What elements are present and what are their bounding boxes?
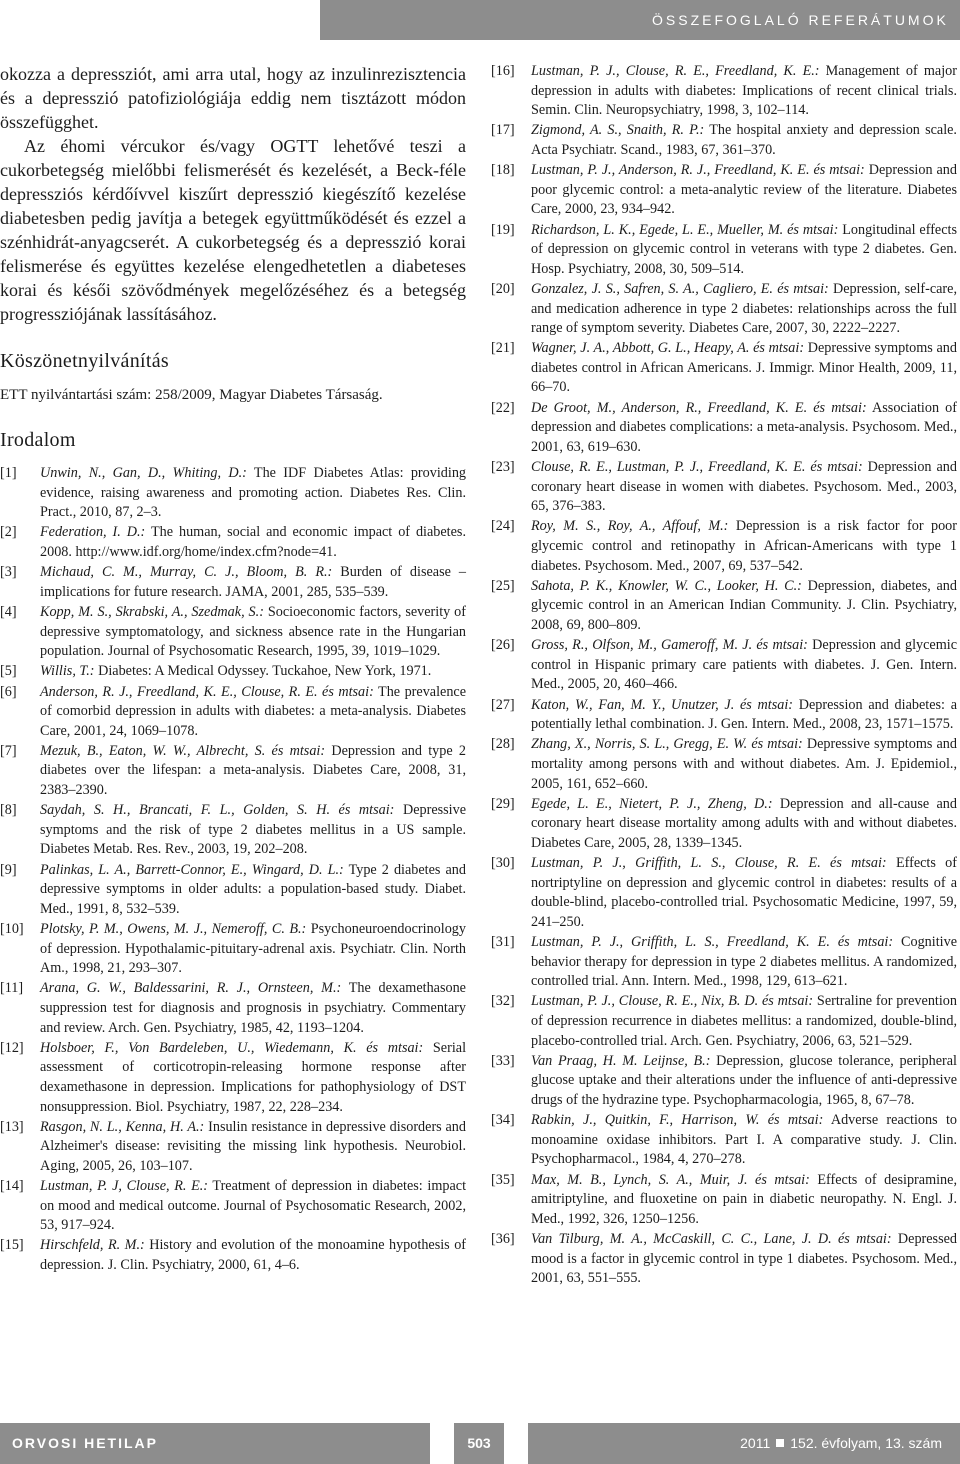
reference-number: [11] <box>0 980 24 997</box>
reference-item <box>0 1236 466 1275</box>
reference-number: [34] <box>491 1112 515 1129</box>
reference-item <box>0 1118 466 1177</box>
reference-number: [15] <box>0 1237 24 1254</box>
reference-text: Association of depression and diabetes complications: a meta-analysis. Psychosom. Med., 2001, 63, 619–630. <box>531 399 957 455</box>
reference-number: [31] <box>491 934 515 951</box>
reference-text: The prevalence of comorbid depression in adults with diabetes: a meta-analysis. Diabetes Care, 2001, 24, 1069–1078. <box>40 683 467 739</box>
reference-authors: Roy, M. S., Roy, A., Affouf, M.: <box>531 518 729 535</box>
journal-name: ORVOSI HETILAP <box>0 1423 430 1464</box>
reference-item <box>0 801 466 860</box>
reference-item <box>491 1230 957 1289</box>
reference-authors: Lustman, P. J., Clouse, R. E., Nix, B. D. és mtsai: <box>531 993 814 1010</box>
reference-authors: Zhang, X., Norris, S. L., Gregg, E. W. és mtsai: <box>531 736 803 753</box>
reference-item <box>491 161 957 220</box>
reference-number: [14] <box>0 1178 24 1195</box>
page-number: 503 <box>454 1423 504 1464</box>
reference-item <box>0 920 466 979</box>
reference-text: Depression, glucose tolerance, peripheral glucose uptake and their alterations under the influence of anti-depressive drugs of the hydrazine type. Psychopharmacologia, 1965, 8, 67–78. <box>531 1052 957 1108</box>
reference-authors: Federation, I. D.: <box>40 524 146 541</box>
reference-number: [20] <box>491 280 515 297</box>
reference-authors: Rabkin, J., Quitkin, F., Harrison, W. és mtsai: <box>531 1112 824 1129</box>
reference-number: [26] <box>491 637 515 654</box>
reference-text: Depression is a risk factor for poor glycemic control and retinopathy in African-Americans with type 1 diabetes. Psychosom. Med., 2007, 69, 537–542. <box>531 518 957 574</box>
reference-number: [7] <box>0 742 17 759</box>
reference-item <box>0 523 466 562</box>
reference-number: [33] <box>491 1052 515 1069</box>
reference-item <box>491 696 957 735</box>
reference-item <box>491 577 957 636</box>
reference-authors: Kopp, M. S., Skrabski, A., Szedmak, S.: <box>40 603 264 620</box>
reference-authors: Gross, R., Olfson, M., Gameroff, M. J. és mtsai: <box>531 637 808 654</box>
reference-item <box>491 62 957 121</box>
reference-number: [32] <box>491 993 515 1010</box>
reference-item <box>491 517 957 576</box>
reference-number: [35] <box>491 1171 515 1188</box>
reference-text: Socioeconomic factors, severity of depressive symptomatology, and sickness absence rate in the Hungarian population. Journal of Psychosomatic Research, 1995, 39, 1019–1029. <box>40 603 467 660</box>
reference-text: Insulin resistance in depressive disorders and Alzheimer's disease: revisiting the missing link hypothesis. Neurobiol. Aging, 2005, 26, 103–107. <box>40 1118 466 1174</box>
right-column <box>491 62 957 1289</box>
reference-text: Diabetes: A Medical Odyssey. Tuckahoe, New York, 1971. <box>94 663 432 680</box>
body-text <box>0 62 466 326</box>
section-label: ÖSSZEFOGLALÓ REFERÁTUMOK <box>320 0 960 40</box>
reference-item <box>491 121 957 160</box>
reference-item <box>491 992 957 1051</box>
reference-item <box>491 854 957 932</box>
reference-text: Depression and poor glycemic control: a meta-analytic review of the literature. Diabetes Care, 2000, 23, 934–942. <box>531 162 957 218</box>
reference-number: [30] <box>491 855 515 872</box>
volume-issue: 152. évfolyam, 13. szám <box>790 1435 942 1451</box>
reference-number: [29] <box>491 795 515 812</box>
reference-text: Depressive symptoms and diabetes control in African Americans. J. Immigr. Minor Health, 2009, 11, 66–70. <box>531 340 957 396</box>
reference-item <box>491 1111 957 1170</box>
reference-authors: Lustman, P. J., Griffith, L. S., Clouse, R. E. és mtsai: <box>531 855 887 872</box>
reference-item <box>491 399 957 458</box>
reference-number: [22] <box>491 399 515 416</box>
reference-text: Psychoneuroendocrinology of depression. Hypothalamic-pituitary-adrenal axis. Psychiatr. Clin. North Am., 1998, 21, 293–307. <box>40 921 466 977</box>
reference-item <box>0 979 466 1038</box>
reference-number: [4] <box>0 603 17 620</box>
reference-authors: Palinkas, L. A., Barrett-Connor, E., Wingard, D. L.: <box>40 861 344 878</box>
reference-item <box>0 1039 466 1117</box>
reference-text: The dexamethasone suppression test for diagnosis and prognosis in psychiatry. Commentary and review. Arch. Gen. Psychiatry, 1985, 42, 1193–1204. <box>40 980 466 1036</box>
reference-authors: Clouse, R. E., Lustman, P. J., Freedland, K. E. és mtsai: <box>531 459 863 476</box>
reference-authors: Anderson, R. J., Freedland, K. E., Clouse, R. E. és mtsai: <box>40 683 374 700</box>
reference-number: [28] <box>491 736 515 753</box>
left-column <box>0 62 466 1276</box>
reference-number: [27] <box>491 696 515 713</box>
reference-text: Depression and coronary heart disease in women with diabetes. Psychosom. Med., 2003, 65, 376–383. <box>531 459 957 515</box>
reference-authors: Richardson, L. K., Egede, L. E., Mueller, M. és mtsai: <box>531 221 839 238</box>
square-bullet-icon <box>776 1439 784 1447</box>
reference-authors: Lustman, P. J., Griffith, L. S., Freedland, K. E. és mtsai: <box>531 934 894 951</box>
reference-number: [6] <box>0 683 17 700</box>
reference-text: Serial assessment of corticotropin-releasing hormone response after dexamethasone in depression. Implications for pathophysiology of DST nonsuppression. Biol. Psychiatry, 1987, 22, 228–234. <box>40 1039 467 1115</box>
issue-info <box>528 1423 960 1464</box>
reference-number: [5] <box>0 663 17 680</box>
reference-authors: Michaud, C. M., Murray, C. J., Bloom, B. R.: <box>40 564 333 581</box>
reference-text: Depression and all-cause and coronary heart disease mortality among adults with and without diabetes. Diabetes Care, 2005, 28, 1339–1345. <box>531 795 957 851</box>
reference-text: History and evolution of the monoamine hypothesis of depression. J. Clin. Psychiatry, 2000, 61, 4–6. <box>40 1237 467 1274</box>
reference-item <box>491 339 957 398</box>
reference-authors: Plotsky, P. M., Owens, M. J., Nemeroff, C. B.: <box>40 921 307 937</box>
reference-authors: Mezuk, B., Eaton, W. W., Albrecht, S. és mtsai: <box>40 742 326 759</box>
reference-number: [23] <box>491 459 515 476</box>
reference-item <box>491 933 957 992</box>
reference-text: Depression and type 2 diabetes over the lifespan: a meta-analysis. Diabetes Care, 2008, 31, 2383–2390. <box>40 742 466 799</box>
reference-number: [36] <box>491 1230 515 1247</box>
reference-authors: Max, M. B., Lynch, S. A., Muir, J. és mtsai: <box>531 1171 810 1188</box>
reference-text: Depressive symptoms and the risk of type 2 diabetes mellitus in a US sample. Diabetes Metab. Res. Rev., 2003, 19, 202–208. <box>40 802 466 858</box>
reference-number: [25] <box>491 577 515 594</box>
reference-item <box>0 603 466 662</box>
reference-number: [19] <box>491 221 515 238</box>
reference-authors: Sahota, P. K., Knowler, W. C., Looker, H. C.: <box>531 577 802 594</box>
reference-authors: Lustman, P. J, Clouse, R. E.: <box>40 1178 209 1195</box>
reference-number: [10] <box>0 921 24 937</box>
reference-text: The IDF Diabetes Atlas: providing evidence, raising awareness and promoting action. Diabetes Res. Clin. Pract., 2010, 87, 2–3. <box>40 465 467 521</box>
reference-item <box>0 662 466 682</box>
reference-item <box>491 221 957 280</box>
reference-authors: Saydah, S. H., Brancati, F. L., Golden, S. H. és mtsai: <box>40 802 395 819</box>
reference-text: Depressive symptoms and mortality among persons with and without diabetes. Am. J. Epidemiol., 2005, 161, 652–660. <box>531 736 957 792</box>
reference-text: Effects of nortriptyline on depression and glycemic control in diabetes: results of a double-blind, placebo-controlled trial. Psychosomatic Medicine, 1997, 59, 241–250. <box>531 855 957 930</box>
reference-text: Sertraline for prevention of depression recurrence in diabetes mellitus: a randomized, double-blind, placebo-controlled trial. Arch. Gen. Psychiatry, 2006, 63, 521–529. <box>531 993 957 1049</box>
reference-authors: Katon, W., Fan, M. Y., Unutzer, J. és mtsai: <box>531 696 794 713</box>
reference-list-right <box>491 62 957 1289</box>
reference-item <box>0 464 466 523</box>
reference-text: Treatment of depression in diabetes: impact on mood and medical outcome. Journal of Psychosomatic Research, 2002, 53, 917–924. <box>40 1178 467 1234</box>
reference-item <box>491 458 957 517</box>
reference-authors: Willis, T.: <box>40 663 95 680</box>
reference-item <box>0 861 466 920</box>
reference-number: [8] <box>0 802 17 819</box>
references-heading: Irodalom <box>0 429 76 451</box>
reference-authors: Zigmond, A. S., Snaith, R. P.: <box>531 122 705 139</box>
reference-number: [21] <box>491 340 515 357</box>
reference-text: Depressed mood is a factor in glycemic control in type 1 diabetes. Psychosom. Med., 2001, 63, 551–555. <box>531 1230 957 1287</box>
acknowledgement-heading: Köszönetnyilvánítás <box>0 350 170 372</box>
reference-text: Longitudinal effects of depression on glycemic control in veterans with type 2 diabetes. Gen. Hosp. Psychiatry, 2008, 30, 509–514. <box>531 221 957 277</box>
reference-text: Type 2 diabetes and depressive symptoms in older adults: a population-based study. Diabet. Med., 1991, 8, 532–539. <box>40 861 466 917</box>
reference-item <box>491 1171 957 1230</box>
reference-number: [1] <box>0 465 17 481</box>
reference-number: [17] <box>491 122 515 139</box>
reference-authors: Wagner, J. A., Abbott, G. L., Heapy, A. és mtsai: <box>531 340 805 357</box>
year: 2011 <box>740 1435 771 1451</box>
reference-text: Depression and glycemic control in Hispanic primary care patients with diabetes. J. Gen. Intern. Med., 2005, 20, 460–466. <box>531 637 957 693</box>
reference-number: [24] <box>491 518 515 535</box>
reference-item <box>491 636 957 695</box>
reference-text: Cognitive behavior therapy for depression in type 2 diabetes mellitus. A randomized, controlled trial. Ann. Intern. Med., 1998, 129, 613–621. <box>531 934 957 990</box>
reference-item <box>0 1177 466 1236</box>
reference-authors: De Groot, M., Anderson, R., Freedland, K. E. és mtsai: <box>531 399 867 416</box>
acknowledgement-text: ETT nyilvántartási szám: 258/2009, Magyar Diabetes Társaság. <box>0 387 383 403</box>
reference-authors: Van Praag, H. M. Leijnse, B.: <box>531 1052 711 1069</box>
reference-text: Adverse reactions to monoamine oxidase inhibitors. Part I. A comparative study. J. Clin. Psychopharmacol., 1984, 4, 270–278. <box>531 1112 957 1168</box>
reference-text: Effects of desipramine, amitriptyline, and fluoxetine on pain in diabetic neuropathy. N. Engl. J. Med., 1992, 326, 1250–1256. <box>531 1171 957 1227</box>
reference-item <box>0 563 466 602</box>
reference-number: [13] <box>0 1118 24 1135</box>
reference-authors: Van Tilburg, M. A., McCaskill, C. C., Lane, J. D. és mtsai: <box>531 1230 892 1247</box>
reference-item <box>491 795 957 854</box>
reference-item <box>0 742 466 801</box>
reference-authors: Unwin, N., Gan, D., Whiting, D.: <box>40 465 247 481</box>
reference-authors: Gonzalez, J. S., Safren, S. A., Cagliero, E. és mtsai: <box>531 280 829 297</box>
reference-list-left <box>0 464 466 1276</box>
reference-number: [12] <box>0 1039 24 1056</box>
reference-authors: Arana, G. W., Baldessarini, R. J., Ornsteen, M.: <box>40 980 342 997</box>
reference-text: Depression and diabetes: a potentially lethal combination. J. Gen. Intern. Med., 2008, 23, 1571–1575. <box>531 696 958 733</box>
reference-item <box>491 1052 957 1111</box>
body-paragraph: okozza a depressziót, ami arra utal, hogy az inzulinrezisztencia és a depresszió patofiziológiája eddig nem tisztázott módon összefügghet. <box>0 64 466 132</box>
reference-authors: Rasgon, N. L., Kenna, H. A.: <box>40 1118 205 1135</box>
reference-number: [3] <box>0 564 17 581</box>
reference-text: Depression, diabetes, and glycemic control in an American Indian Community. J. Clin. Psychiatry, 2008, 69, 800–809. <box>531 577 957 633</box>
reference-text: Management of major depression in adults with diabetes: Implications of recent clinical trials. Semin. Clin. Neuropsychiatry, 1998, 3, 102–114. <box>531 63 957 119</box>
reference-authors: Hirschfeld, R. M.: <box>40 1237 145 1254</box>
reference-authors: Lustman, P. J., Clouse, R. E., Freedland, K. E.: <box>531 63 820 79</box>
reference-authors: Egede, L. E., Nietert, P. J., Zheng, D.: <box>531 795 773 812</box>
reference-number: [16] <box>491 63 515 79</box>
reference-number: [2] <box>0 524 17 541</box>
reference-authors: Lustman, P. J., Anderson, R. J., Freedland, K. E. és mtsai: <box>531 162 865 179</box>
reference-number: [9] <box>0 861 17 878</box>
reference-authors: Holsboer, F., Von Bardeleben, U., Wiedemann, K. és mtsai: <box>40 1039 424 1056</box>
reference-item <box>0 683 466 742</box>
reference-number: [18] <box>491 162 515 179</box>
body-paragraph: Az éhomi vércukor és/vagy OGTT lehetővé teszi a cukorbetegség mielőbbi felismerését és kezelését, a Beck-féle depressziós kérdőívvel kiszűrt depresszió kiegészítő kezelése diabetesben pedig javítja a betegek együttműködését és ezzel a szénhidrát-anyagcserét. A cukorbetegség és a depresszió korai felismerése és együttes kezelése elengedhetetlen a diabeteses korai és késői szövődmények megelőzéséhez és a betegség progressziójának lassításához. <box>0 136 466 324</box>
reference-text: The human, social and economic impact of diabetes. 2008. http://www.idf.org/home/index.cfm?node=41. <box>40 524 466 560</box>
reference-item <box>491 735 957 794</box>
reference-text: Burden of disease – implications for future research. JAMA, 2001, 285, 535–539. <box>40 564 466 600</box>
footer <box>0 1423 960 1464</box>
reference-text: The hospital anxiety and depression scale. Acta Psychiatr. Scand., 1983, 67, 361–370. <box>531 122 957 158</box>
reference-text: Depression, self-care, and medication adherence in type 2 diabetes: relationships across the full range of symptom severity. Diabetes Care, 2007, 30, 2222–2227. <box>531 280 958 337</box>
reference-item <box>491 280 957 339</box>
